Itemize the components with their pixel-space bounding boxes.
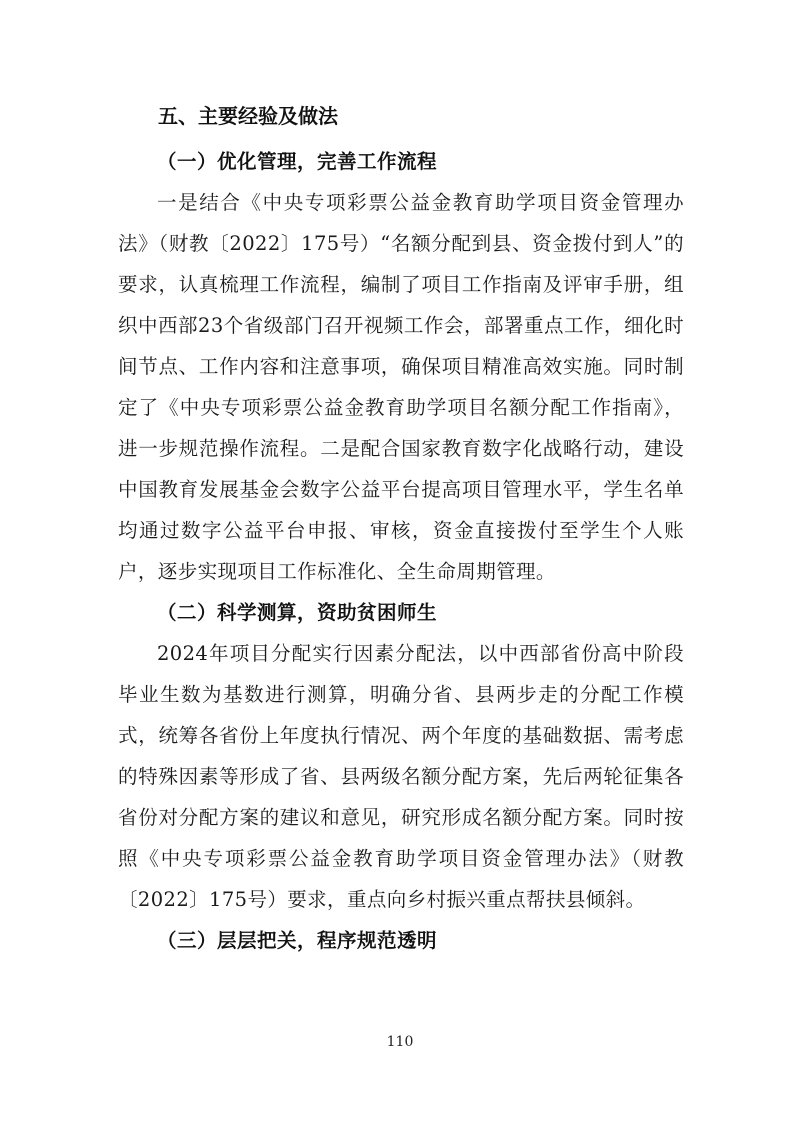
subsection-heading-3: （三）层层把关，程序规范透明 [157, 929, 438, 952]
page-number: 110 [386, 1034, 414, 1050]
body-paragraph-1: 一是结合《中央专项彩票公益金教育助学项目资金管理办法》（财教〔2022〕175号）“名额分配到县、资金拨付到人”的要求，认真梳理工作流程，编制了项目工作指南及评审手册，组织中西部23个省级部门召开视频工作会，部署重点工作，细化时间节点、工作内容和注意事项，确保项目精准高效实施。同时制定了《中央专项彩票公益金教育助学项目名额分配工作指南》，进一步规范操作流程。二是配合国家教育数字化战略行动，建设中国教育发展基金会数字公益平台提高项目管理水平，学生名单均通过数字公益平台申报、审核，资金直接拨付至学生个人账户，逐步实现项目工作标准化、全生命周期管理。 [118, 191, 684, 583]
section-heading: 五、主要经验及做法 [158, 104, 338, 128]
subsection-heading-2: （二）科学测算，资助贫困师生 [157, 601, 438, 624]
body-paragraph-2: 2024年项目分配实行因素分配法，以中西部省份高中阶段毕业生数为基数进行测算，明确分省、县两步走的分配工作模式，统筹各省份上年度执行情况、两个年度的基础数据、需考虑的特殊因素等形成了省、县两级名额分配方案，先后两轮征集各省份对分配方案的建议和意见，研究形成名额分配方案。同时按照《中央专项彩票公益金教育助学项目资金管理办法》（财教〔2022〕175号）要求，重点向乡村振兴重点帮扶县倾斜。 [118, 642, 684, 911]
subsection-heading-1: （一）优化管理，完善工作流程 [157, 150, 438, 173]
page-content [118, 96, 684, 961]
